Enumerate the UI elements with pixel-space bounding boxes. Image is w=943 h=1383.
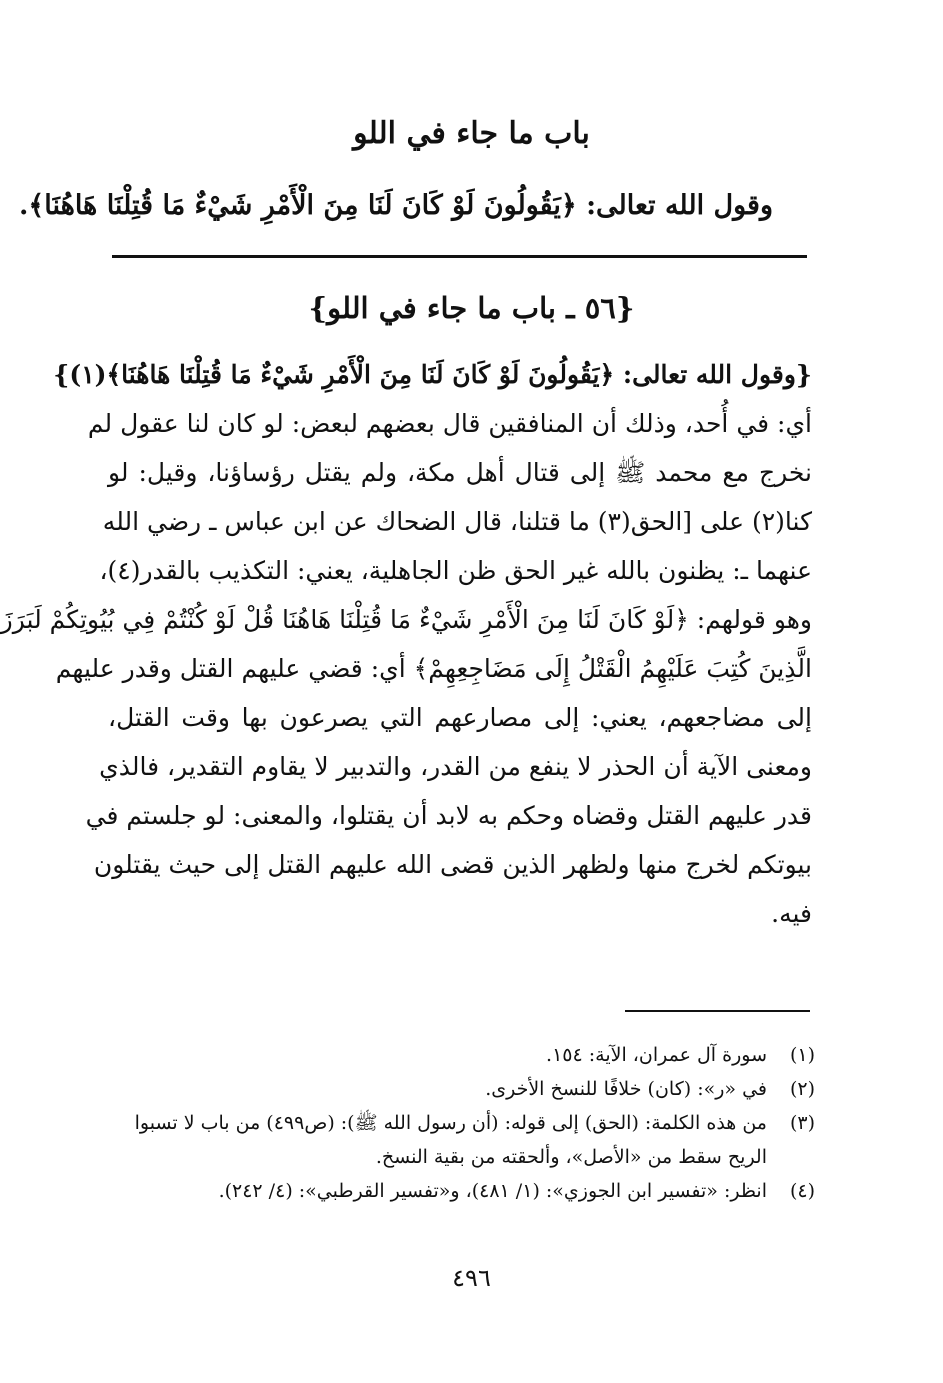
section-title: {٥٦ ـ باب ما جاء في اللو}	[308, 291, 635, 325]
body-line: أي: في أُحد، وذلك أن المنافقين قال بعضهم لبعض: لو كان لنا عقول لم	[87, 409, 812, 438]
body-line: {وقول الله تعالى: ﴿يَقُولُونَ لَوْ كَانَ لَنَا مِنَ الْأَمْرِ شَيْءٌ مَا قُتِلْنَا هَاهُنَا﴾(١)}	[53, 360, 812, 389]
commentary-body	[0, 350, 812, 938]
chapter-quote: وقول الله تعالى: ﴿يَقُولُونَ لَوْ كَانَ لَنَا مِنَ الْأَمْرِ شَيْءٌ مَا قُتِلْنَا هَاهُنَا﴾.	[19, 190, 773, 221]
body-line: بيوتكم لخرج منها ولظهر الذين قضى الله عليهم القتل إلى حيث يقتلون	[93, 850, 812, 879]
body-line: إلى مضاجعهم، يعني: إلى مصارعهم التي يصرعون بها وقت القتل،	[108, 703, 812, 732]
body-line: كنا(٢) على [الحق(٣) ما قتلنا، قال الضحاك عن ابن عباس ـ رضي الله	[102, 507, 812, 536]
footnote	[105, 1174, 815, 1208]
body-line: ومعنى الآية أن الحذر لا ينفع من القدر، والتدبير لا يقاوم التقدير، فالذي	[99, 752, 812, 781]
footnote-text: انظر: «تفسير ابن الجوزي»: (١/ ٤٨١)، و«تفسير القرطبي»: (٤/ ٢٤٢).	[218, 1180, 767, 1202]
footnote-divider	[625, 1010, 810, 1012]
body-line: نخرج مع محمد ﷺ إلى قتال أهل مكة، ولم يقتل رؤساؤنا، وقيل: لو	[108, 458, 812, 487]
footnote-continuation: الريح سقط من «الأصل»، وألحقته من بقية النسخ.	[375, 1146, 767, 1168]
page-number: ٤٩٦	[452, 1264, 491, 1292]
footnote-text: سورة آل عمران، الآية: ١٥٤.	[546, 1044, 767, 1066]
body-line: عنهما ـ: يظنون بالله غير الحق ظن الجاهلية، يعني: التكذيب بالقدر(٤)،	[99, 556, 812, 585]
footnote-number: (٣)	[789, 1112, 815, 1134]
body-line: قدر عليهم القتل وقضاه وحكم به لابد أن يقتلوا، والمعنى: لو جلستم في	[85, 801, 812, 830]
footnote-number: (٢)	[789, 1078, 815, 1100]
footnote	[105, 1072, 815, 1106]
footnote-number: (١)	[789, 1044, 815, 1066]
footnote	[105, 1106, 815, 1140]
footnotes	[105, 1038, 815, 1208]
body-line: فيه.	[771, 899, 812, 928]
footnote	[105, 1038, 815, 1072]
body-line: وهو قولهم: ﴿لَوْ كَانَ لَنَا مِنَ الْأَمْرِ شَيْءٌ مَا قُتِلْنَا هَاهُنَا قُلْ لَوْ كُنْتُمْ فِي بُيُوتِكُمْ لَبَرَزَ	[0, 605, 812, 634]
body-line: الَّذِينَ كُتِبَ عَلَيْهِمُ الْقَتْلُ إِلَى مَضَاجِعِهِمْ﴾ أي: قضي عليهم القتل وقدر عليهم	[55, 654, 812, 683]
chapter-title: باب ما جاء في اللو	[353, 116, 590, 151]
footnote-text: في «ر»: (كان) خلافًا للنسخ الأخرى.	[485, 1078, 767, 1100]
header-divider	[112, 255, 807, 258]
footnote-text: من هذه الكلمة: (الحق) إلى قوله: (أن رسول الله ﷺ): (ص٤٩٩) من باب لا تسبوا	[134, 1112, 767, 1134]
footnote-number: (٤)	[789, 1180, 815, 1202]
